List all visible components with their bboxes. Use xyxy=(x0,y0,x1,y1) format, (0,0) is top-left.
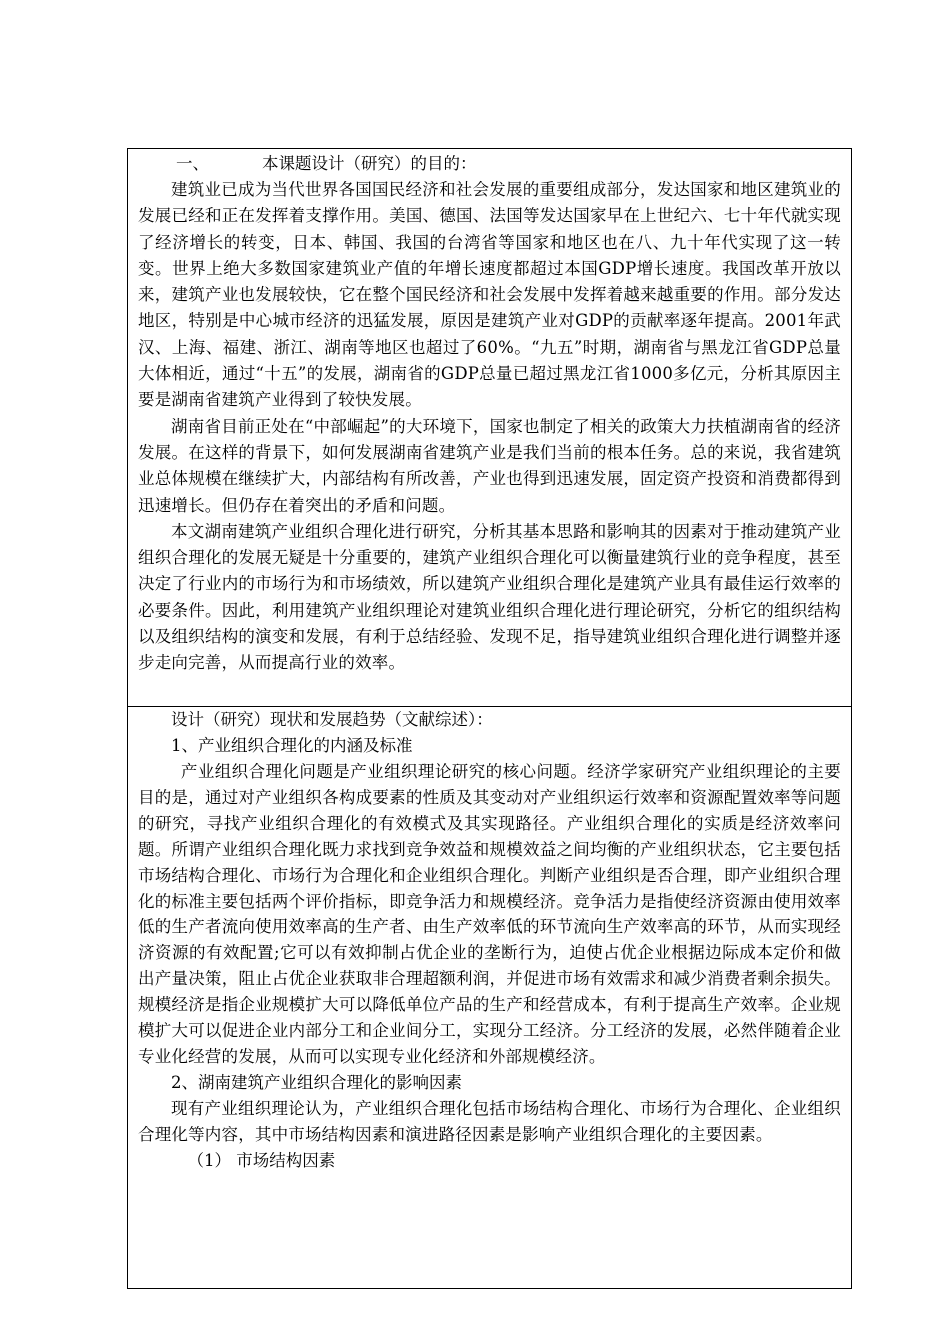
literature-review-cell xyxy=(128,707,851,1288)
document-table xyxy=(127,148,852,1289)
subsection2-title: 2、湖南建筑产业组织合理化的影响因素 xyxy=(171,1072,462,1092)
subsection2-item1: （1） 市场结构因素 xyxy=(187,1150,336,1170)
subsection1-title: 1、产业组织合理化的内涵及标准 xyxy=(171,736,413,755)
section1-paragraph-1: 建筑业已成为当代世界各国国民经济和社会发展的重要组成部分，发达国家和地区建筑业的发展已经和正在发挥着支撑作用。美国、德国、法国等发达国家早在上世纪六、七十年代就实现了经济增长的转变，日本、韩国、我国的台湾省等国家和地区也在八、九十年代实现了这一转变。世界上绝大多数国家建筑业产值的年增长速度都超过本国GDP增长速度。我国改革开放以来，建筑产业也发展较快，它在整个国民经济和社会发展中发挥着越来越重要的作用。部分发达地区，特别是中心城市经济的迅猛发展，原因是建筑产业对GDP的贡献率逐年提高。2001年武汉、上海、福建、浙江、湖南等地区也超过了60%。“九五”时期，湖南省与黑龙江省GDP总量大体相近，通过“十五”的发展，湖南省的GDP总量已超过黑龙江省1000多亿元，分析其原因主要是湖南省建筑产业得到了较快发展。 xyxy=(138,180,841,410)
section1-paragraph-3: 本文湖南建筑产业组织合理化进行研究，分析其基本思路和影响其的因素对于推动建筑产业组织合理化的发展无疑是十分重要的，建筑产业组织合理化可以衡量建筑行业的竞争程度，甚至决定了行业内的市场行为和市场绩效，所以建筑产业组织合理化是建筑产业具有最佳运行效率的必要条件。因此，利用建筑产业组织理论对建筑业组织合理化进行理论研究，分析它的组织结构以及组织结构的演变和发展，有利于总结经验、发现不足，指导建筑业组织合理化进行调整并逐步走向完善，从而提高行业的效率。 xyxy=(138,521,841,673)
section2-title: 设计（研究）现状和发展趋势（文献综述）： xyxy=(171,710,493,729)
purpose-cell xyxy=(128,149,851,707)
subsection1-paragraph: 产业组织合理化问题是产业组织理论研究的核心问题。经济学家研究产业组织理论的主要目的是，通过对产业组织各构成要素的性质及其变动对产业组织运行效率和资源配置效率等问题的研究，寻找产业组织合理化的有效模式及其实现路径。产业组织合理化的实质是经济效率问题。所谓产业组织合理化既力求找到竞争效益和规模效益之间均衡的产业组织状态，它主要包括市场结构合理化、市场行为合理化和企业组织合理化。判断产业组织是否合理，即产业组织合理化的标准主要包括两个评价指标，即竞争活力和规模经济。竞争活力是指使经济资源由使用效率低的生产者流向使用效率高的生产者、由生产效率低的环节流向生产效率高的环节，从而实现经济资源的有效配置;它可以有效抑制占优企业的垄断行为，迫使占优企业根据边际成本定价和做出产量决策，阻止占优企业获取非合理超额利润，并促进市场有效需求和减少消费者剩余损失。规模经济是指企业规模扩大可以降低单位产品的生产和经营成本，有利于提高生产效率。企业规模扩大可以促进企业内部分工和企业间分工，实现分工经济。分工经济的发展，必然伴随着企业专业化经营的发展，从而可以实现专业化经济和外部规模经济。 xyxy=(138,762,841,1066)
section1-title: 本课题设计（研究）的目的： xyxy=(262,154,477,173)
section1-number: 一、 xyxy=(176,154,209,173)
section1-paragraph-2: 湖南省目前正处在“中部崛起”的大环境下，国家也制定了相关的政策大力扶植湖南省的经济发展。在这样的背景下，如何发展湖南省建筑产业是我们当前的根本任务。总的来说，我省建筑业总体规模在继续扩大，内部结构有所改善，产业也得到迅速发展，固定资产投资和消费都得到迅速增长。但仍存在着突出的矛盾和问题。 xyxy=(138,416,841,515)
section1-heading xyxy=(138,149,841,177)
subsection2-paragraph: 现有产业组织理论认为，产业组织合理化包括市场结构合理化、市场行为合理化、企业组织合理化等内容，其中市场结构因素和演进路径因素是影响产业组织合理化的主要因素。 xyxy=(138,1098,841,1144)
